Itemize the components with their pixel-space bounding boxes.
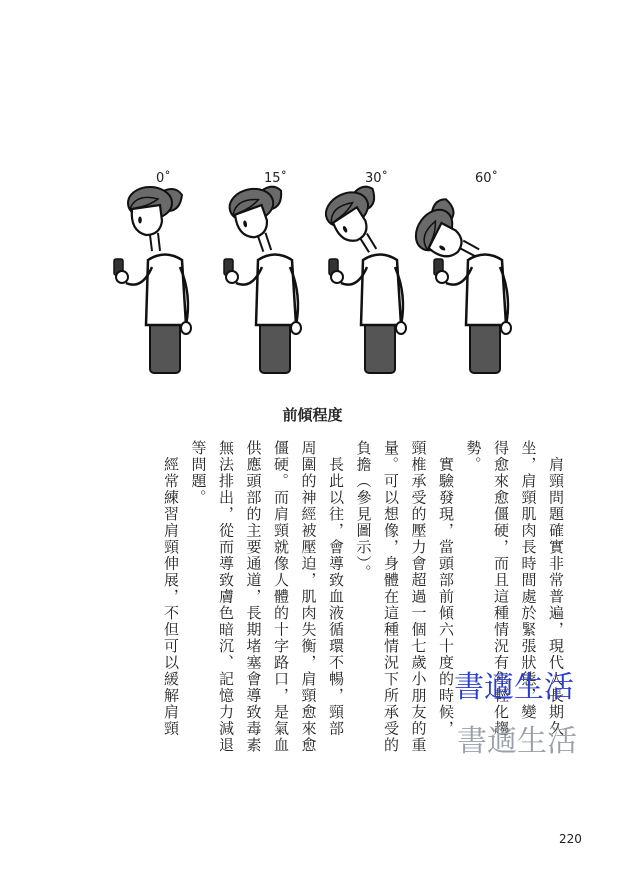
text-line: 僵硬。而肩頸就像人體的十字路口，是氣血 [272, 440, 290, 754]
watermark-blue: 書適生活 [454, 670, 574, 705]
angle-label-30: 30˚ [365, 171, 389, 186]
text-line: 勢。 [464, 440, 483, 473]
figure-60-degrees [408, 195, 511, 373]
text-line: 頸椎承受的壓力會超過一個七歲小朋友的重 [409, 440, 428, 754]
text-line: 得愈來愈僵硬，而且這種情況有年輕化趨 [492, 440, 510, 737]
text-line: 經常練習肩頸伸展，不但可以緩解肩頸 [162, 440, 180, 737]
figure-0-degrees [114, 187, 191, 373]
page-number: 220 [559, 832, 582, 846]
text-line: 負擔（參見圖示）。 [354, 440, 373, 581]
watermark-gray: 書適生活 [457, 724, 577, 759]
figure-30-degrees [320, 182, 406, 373]
text-line: 無法排出，從而導致膚色暗沉、記憶力減退 [217, 440, 235, 754]
angle-label-15: 15˚ [264, 171, 288, 186]
text-line: 坐，肩頸肌肉長時間處於緊張狀態，變 [519, 440, 538, 721]
paragraph-2 [349, 440, 459, 770]
text-line: 實驗發現，當頭部前傾六十度的時候， [437, 440, 455, 737]
neck-tilt-illustration [100, 165, 530, 380]
text-line: 周圍的神經被壓迫，肌肉失衡，肩頸愈來愈 [299, 440, 318, 754]
text-line: 量。可以想像，身體在這種情況下所承受的 [382, 440, 400, 754]
figure-15-degrees [224, 183, 301, 373]
text-line: 供應頭部的主要通道，長期堵塞會導致毒素 [244, 440, 263, 754]
paragraph-3 [184, 440, 349, 770]
text-line: 等問題。 [189, 440, 208, 506]
text-line: 長此以往，會導致血液循環不暢，頸部 [327, 440, 345, 737]
figure-caption: 前傾程度 [282, 406, 343, 424]
paragraph-4 [157, 440, 185, 770]
angle-label-60: 60˚ [475, 171, 499, 186]
text-line: 肩頸問題確實非常普遍，現代人長期久 [547, 440, 565, 737]
figures-svg [100, 165, 530, 380]
angle-label-0: 0˚ [156, 171, 171, 186]
